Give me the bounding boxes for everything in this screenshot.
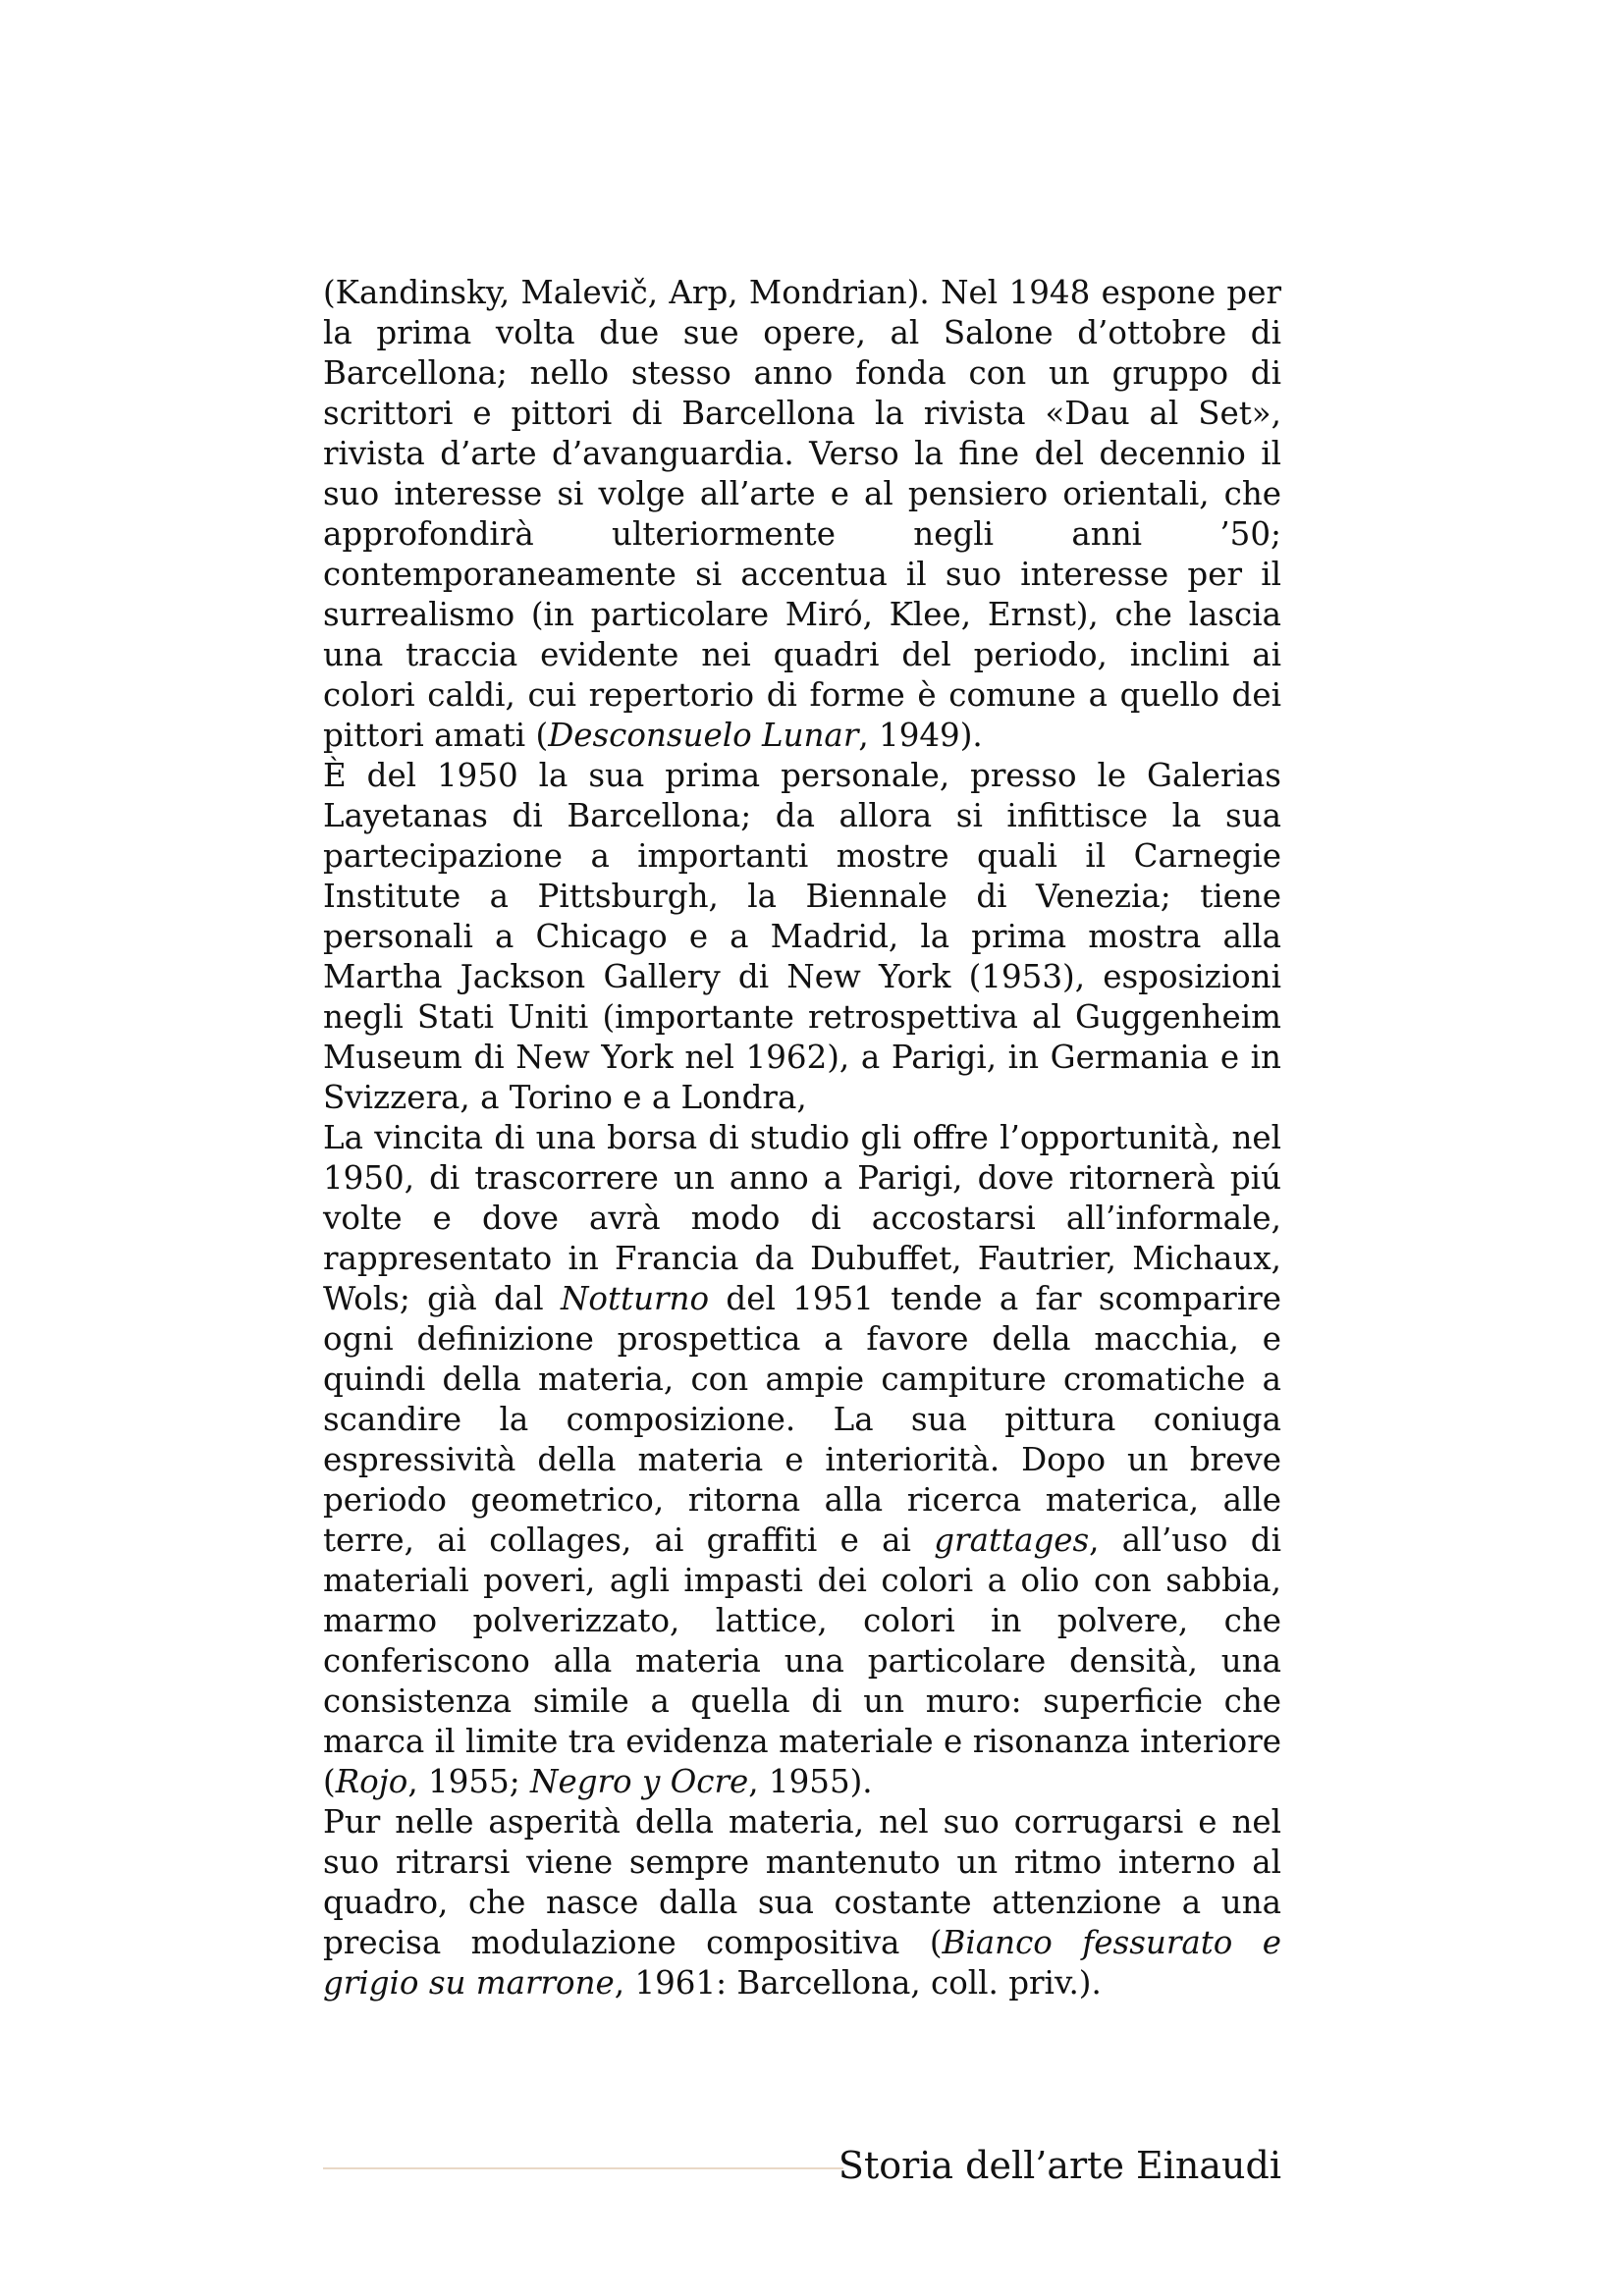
paragraph-3-text-1: La vincita di una borsa di studio gli offre l’opportunità, nel 1950, di trascorrere un anno a Parigi, dove ritornerà piú volte e dove avrà modo di accostarsi all’informale, rappresentato in Francia da Dubuffet, Fautrier, Michaux, Wols; già dal	[323, 1119, 1281, 1317]
paragraph-1	[323, 273, 1281, 756]
paragraph-4-text-1: Pur nelle asperità della materia, nel suo corrugarsi e nel suo ritrarsi viene sempre mantenuto un ritmo interno al quadro, che nasce dalla sua costante attenzione a una precisa modulazione compositiva (	[323, 1803, 1281, 1961]
paragraph-3-text-5: , 1955).	[748, 1763, 873, 1800]
body-text	[323, 273, 1281, 2003]
paragraph-3-text-3: , all’uso di materiali poveri, agli impasti dei colori a olio con sabbia, marmo polverizzato, lattice, colori in polvere, che conferiscono alla materia una particolare densità, una consistenza simile a quella di un muro: superficie che marca il limite tra evidenza materiale e risonanza interiore (	[323, 1522, 1281, 1800]
artwork-title-rojo: Rojo	[335, 1763, 408, 1800]
artwork-title-bianco-fessurato: Bianco fessurato e grigio su marrone	[323, 1924, 1281, 2002]
paragraph-3-text-4: , 1955;	[407, 1763, 531, 1800]
paragraph-4-text-2: , 1961: Barcellona, coll. priv.).	[614, 1964, 1102, 2002]
term-grattages: grattages	[934, 1522, 1090, 1559]
paragraph-3-text-2: del 1951 tende a far scomparire ogni definizione prospettica a favore della macchia, e quindi della materia, con ampie campiture cromatiche a scandire la composizione. La sua pittura coniuga espressività della materia e interiorità. Dopo un breve periodo geometrico, ritorna alla ricerca materica, alle terre, ai collages, ai graffiti e ai	[323, 1280, 1281, 1559]
paragraph-3	[323, 1118, 1281, 1802]
artwork-title-notturno: Notturno	[560, 1280, 710, 1317]
footer-title: Storia dell’arte Einaudi	[838, 2144, 1281, 2187]
paragraph-2-text: È del 1950 la sua prima personale, presso le Galerias Layetanas di Barcellona; da allora si infittisce la sua partecipazione a importanti mostre quali il Carnegie Institute a Pittsburgh, la Biennale di Venezia; tiene personali a Chicago e a Madrid, la prima mostra alla Martha Jackson Gallery di New York (1953), esposizioni negli Stati Uniti (importante retrospettiva al Guggenheim Museum di New York nel 1962), a Parigi, in Germania e in Svizzera, a Torino e a Londra,	[323, 757, 1281, 1116]
paragraph-1-text-1: (Kandinsky, Malevič, Arp, Mondrian). Nel 1948 espone per la prima volta due sue opere, al Salone d’ottobre di Barcellona; nello stesso anno fonda con un gruppo di scrittori e pittori di Barcellona la rivista «Dau al Set», rivista d’arte d’avanguardia. Verso la fine del decennio il suo interesse si volge all’arte e al pensiero orientali, che approfondirà ulteriormente negli anni ’50; contemporaneamente si accentua il suo interesse per il surrealismo (in particolare Miró, Klee, Ernst), che lascia una traccia evidente nei quadri del periodo, inclini ai colori caldi, cui repertorio di forme è comune a quello dei pittori amati (	[323, 274, 1281, 754]
paragraph-2	[323, 756, 1281, 1118]
paragraph-4	[323, 1802, 1281, 2003]
paragraph-1-text-2: , 1949).	[858, 717, 983, 754]
footer-rule	[323, 2167, 843, 2169]
artwork-title-desconsuelo-lunar: Desconsuelo Lunar	[548, 717, 859, 754]
artwork-title-negro-y-ocre: Negro y Ocre	[530, 1763, 749, 1800]
